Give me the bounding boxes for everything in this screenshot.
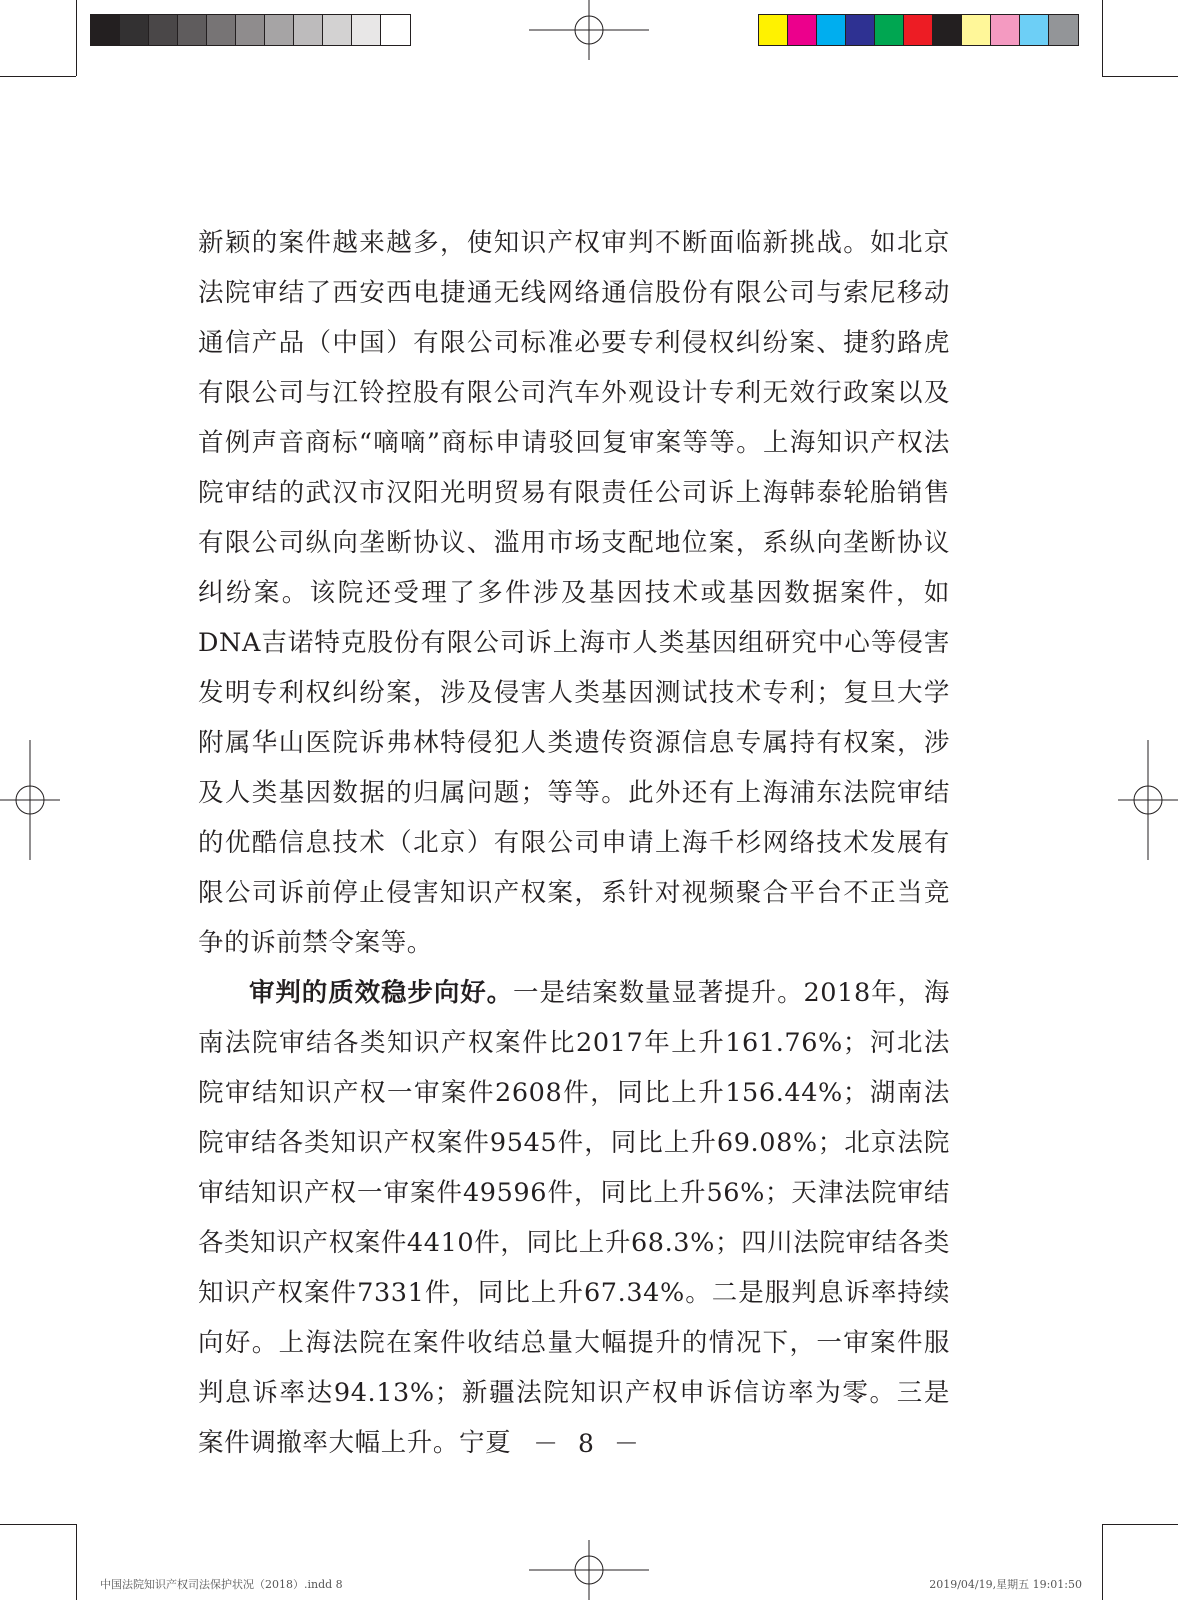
color-swatch-2: [788, 15, 817, 45]
crop-mark-top-left-h: [0, 76, 76, 77]
grayscale-bar: [90, 14, 411, 46]
crop-mark-bottom-left-v: [76, 1524, 77, 1600]
crop-mark-bottom-left-h: [0, 1524, 76, 1525]
gray-swatch-8: [294, 15, 323, 45]
registration-mark-bottom: [529, 1540, 649, 1600]
color-swatch-10: [1020, 15, 1049, 45]
registration-mark-top: [529, 0, 649, 60]
gray-swatch-2: [120, 15, 149, 45]
color-swatch-7: [933, 15, 962, 45]
gray-swatch-9: [323, 15, 352, 45]
color-swatch-3: [817, 15, 846, 45]
paragraph-2: [198, 968, 950, 1468]
registration-mark-left: [0, 740, 60, 860]
crop-mark-top-left-v: [76, 0, 77, 76]
color-swatch-5: [875, 15, 904, 45]
gray-swatch-1: [91, 15, 120, 45]
gray-swatch-7: [265, 15, 294, 45]
paragraph-1: 新颖的案件越来越多，使知识产权审判不断面临新挑战。如北京法院审结了西安西电捷通无线网络通信股份有限公司与索尼移动通信产品（中国）有限公司标准必要专利侵权纠纷案、捷豹路虎有限公司与江铃控股有限公司汽车外观设计专利无效行政案以及首例声音商标“嘀嘀”商标申请驳回复审案等等。上海知识产权法院审结的武汉市汉阳光明贸易有限责任公司诉上海韩泰轮胎销售有限公司纵向垄断协议、滥用市场支配地位案，系纵向垄断协议纠纷案。该院还受理了多件涉及基因技术或基因数据案件，如DNA吉诺特克股份有限公司诉上海市人类基因组研究中心等侵害发明专利权纠纷案，涉及侵害人类基因测试技术专利；复旦大学附属华山医院诉弗林特侵犯人类遗传资源信息专属持有权案，涉及人类基因数据的归属问题；等等。此外还有上海浦东法院审结的优酷信息技术（北京）有限公司申请上海千杉网络技术发展有限公司诉前停止侵害知识产权案，系针对视频聚合平台不正当竞争的诉前禁令案等。: [198, 228, 950, 958]
gray-swatch-6: [236, 15, 265, 45]
registration-mark-right: [1118, 740, 1178, 860]
gray-swatch-5: [207, 15, 236, 45]
color-bar: [758, 14, 1079, 46]
color-swatch-9: [991, 15, 1020, 45]
crop-mark-top-right-v: [1102, 0, 1103, 76]
paragraph-2-text: 一是结案数量显著提升。2018年，海南法院审结各类知识产权案件比2017年上升161.76%；河北法院审结知识产权一审案件2608件，同比上升156.44%；湖南法院审结各类知识产权案件9545件，同比上升69.08%；北京法院审结知识产权一审案件49596件，同比上升56%；天津法院审结各类知识产权案件4410件，同比上升68.3%；四川法院审结各类知识产权案件7331件，同比上升67.34%。二是服判息诉率持续向好。上海法院在案件收结总量大幅提升的情况下，一审案件服判息诉率达94.13%；新疆法院知识产权申诉信访率为零。三是案件调撤率大幅上升。宁夏: [198, 978, 950, 1458]
color-swatch-1: [759, 15, 788, 45]
gray-swatch-11: [381, 15, 410, 45]
page-body: [198, 218, 950, 1468]
gray-swatch-3: [149, 15, 178, 45]
color-swatch-8: [962, 15, 991, 45]
color-swatch-4: [846, 15, 875, 45]
color-swatch-11: [1049, 15, 1078, 45]
crop-mark-bottom-right-v: [1102, 1524, 1103, 1600]
slug-filename: 中国法院知识产权司法保护状况（2018）.indd 8: [100, 1578, 343, 1591]
gray-swatch-10: [352, 15, 381, 45]
page-number: － 8 －: [533, 1429, 645, 1458]
slug-timestamp: 2019/04/19,星期五 19:01:50: [929, 1578, 1082, 1591]
crop-mark-top-right-h: [1102, 76, 1178, 77]
crop-mark-bottom-right-h: [1102, 1524, 1178, 1525]
color-swatch-6: [904, 15, 933, 45]
paragraph-2-lead: 审判的质效稳步向好。: [249, 978, 514, 1008]
gray-swatch-4: [178, 15, 207, 45]
